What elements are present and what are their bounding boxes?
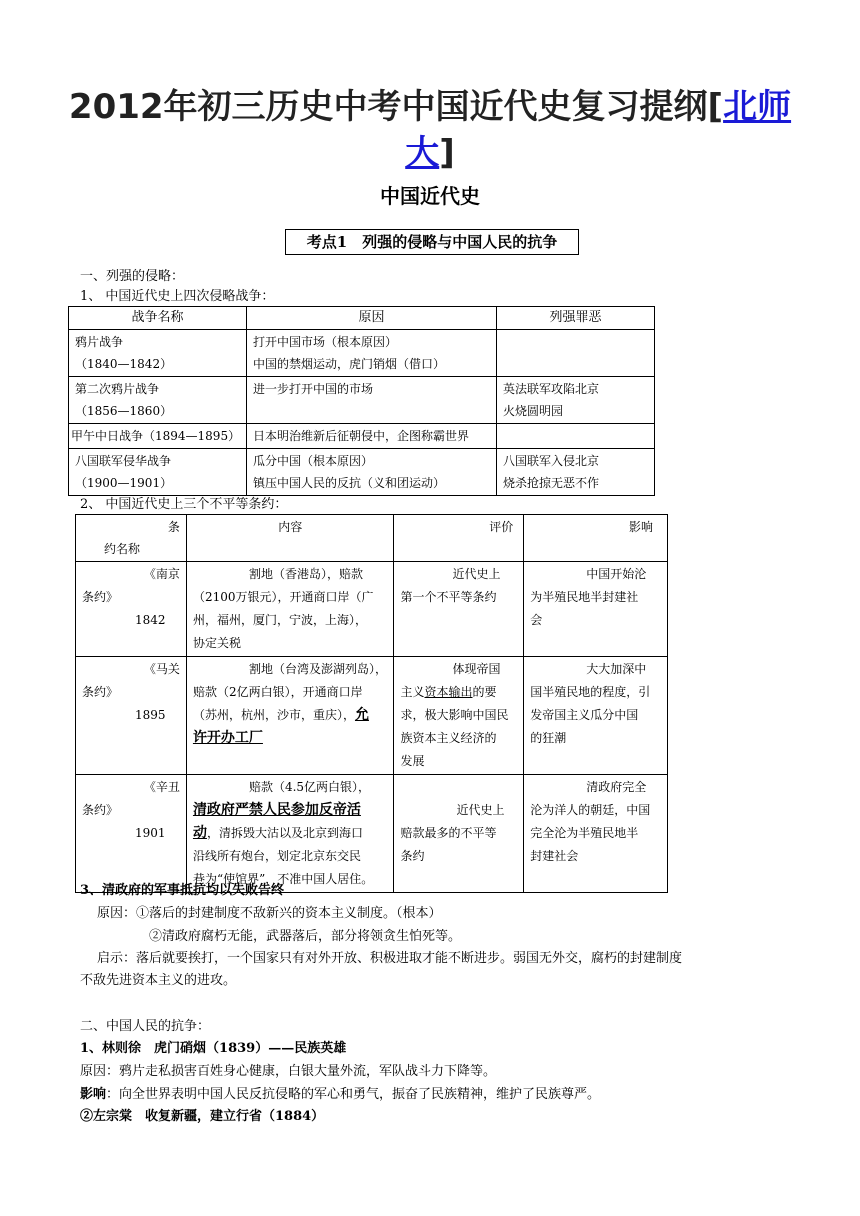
- war-crime-line: 八国联军入侵北京: [503, 454, 600, 468]
- content-line: ，清拆毁大沽以及北京到海口: [206, 826, 363, 840]
- table-header-row: [76, 515, 668, 562]
- military-heading: 3、清政府的军事抵抗均以失败告终: [80, 883, 285, 898]
- treaty-content: [186, 657, 394, 775]
- content-line: 割地（台湾及澎湖列岛），: [248, 662, 387, 676]
- war-name: [69, 377, 247, 424]
- content-line: 赔款（2亿两白银），开通商口岸: [192, 685, 363, 699]
- impact-line: 国半殖民地的程度，引: [530, 685, 651, 699]
- eval-line: 条约: [400, 849, 425, 863]
- war-years: （1840—1842）: [75, 357, 173, 371]
- treaty-name-line: 《辛丑: [143, 780, 180, 794]
- eval-line: 体现帝国: [452, 662, 501, 676]
- impact-line: 为半殖民地半封建社: [530, 590, 639, 604]
- content-emphasis: 许开办工厂: [192, 730, 263, 746]
- zuo-heading: ②左宗棠 收复新疆，建立行省（1884）: [80, 1109, 325, 1124]
- war-years: （1900—1901）: [75, 476, 173, 490]
- war-cause-line: 打开中国市场（根本原因）: [253, 335, 398, 349]
- content-line: 赔款（4.5亿两白银），: [248, 780, 371, 794]
- table-row: [69, 330, 655, 377]
- table-row: [76, 775, 668, 893]
- war-name: [69, 449, 247, 496]
- table-header-row: [69, 307, 655, 330]
- reason-line: ②清政府腐朽无能，武器落后，部分将领贪生怕死等。: [149, 929, 462, 944]
- lin-reason: 原因：鸦片走私损害百姓身心健康，白银大量外流，军队战斗力下降等。: [80, 1064, 497, 1079]
- table-row: [69, 424, 655, 449]
- treaty-impact: [524, 562, 668, 657]
- war-crime-line: 英法联军攻陷北京: [503, 382, 600, 396]
- treaty-content: [186, 775, 394, 893]
- section1-heading: 一、列强的侵略：: [80, 269, 185, 284]
- kaodian-heading: 考点1 列强的侵略与中国人民的抗争: [285, 229, 579, 255]
- treaty-name: [76, 562, 187, 657]
- content-line: （2100万银元），开通商口岸（广: [192, 590, 374, 604]
- war-crime-line: 烧杀抢掠无恶不作: [503, 476, 600, 490]
- table-header: 评价: [394, 515, 524, 562]
- war-name-line: 第二次鸦片战争: [75, 382, 160, 396]
- treaty-name: [76, 775, 187, 893]
- war-crime: [497, 424, 655, 449]
- war-cause: [247, 424, 497, 449]
- title-link[interactable]: 北师大: [405, 87, 792, 173]
- war-years: （1856—1860）: [75, 404, 173, 418]
- content-emphasis: 清政府严禁人民参加反帝活: [192, 802, 361, 818]
- eval-line: 主义: [400, 685, 425, 699]
- section2-heading: 二、中国人民的抗争：: [80, 1019, 211, 1034]
- treaty-year: 1901: [135, 826, 166, 840]
- treaty-name: [76, 657, 187, 775]
- insight-line: 不敌先进资本主义的进攻。: [80, 973, 237, 988]
- table-header: 内容: [186, 515, 394, 562]
- table-row: [69, 449, 655, 496]
- treaty-eval: [394, 775, 524, 893]
- reason-line: 原因：①落后的封建制度不敌新兴的资本主义制度。（根本）: [97, 906, 442, 921]
- impact-line: 清政府完全: [586, 780, 647, 794]
- treaties-heading: 2、 中国近代史上三个不平等条约：: [80, 497, 288, 512]
- impact-line: 完全沦为半殖民地半: [530, 826, 639, 840]
- eval-line: 近代史上: [452, 567, 501, 581]
- title-close: ]: [439, 133, 455, 173]
- war-cause: [247, 449, 497, 496]
- table-header: 列强罪恶: [497, 307, 655, 330]
- content-emphasis: 动: [192, 825, 207, 841]
- wars-table: [68, 306, 655, 496]
- war-name-line: 八国联军侵华战争: [75, 454, 172, 468]
- content-line: 割地（香港岛），赔款: [248, 567, 363, 581]
- table-header: 战争名称: [69, 307, 247, 330]
- war-name-line: 甲午中日战争（1894—1895）: [71, 429, 241, 443]
- table-header: 影响: [524, 515, 668, 562]
- eval-line: 发展: [400, 754, 425, 768]
- eval-line: 第一个不平等条约: [400, 590, 497, 604]
- content-line: 巷为“使馆界”，不准中国人居住。: [192, 872, 374, 886]
- table-header: [76, 515, 187, 562]
- war-cause-line: 瓜分中国（根本原因）: [253, 454, 374, 468]
- lin-impact: [80, 1086, 600, 1104]
- impact-line: 大大加深中: [586, 662, 647, 676]
- eval-line: 求，极大影响中国民: [400, 708, 509, 722]
- content-line: 沿线所有炮台，划定北京东交民: [192, 849, 361, 863]
- impact-line: 封建社会: [530, 849, 579, 863]
- treaty-impact: [524, 775, 668, 893]
- header-top: 条: [167, 520, 180, 534]
- eval-line: 近代史上: [456, 803, 505, 817]
- treaty-content: [186, 562, 394, 657]
- impact-line: 发帝国主义瓜分中国: [530, 708, 639, 722]
- treaty-year: 1842: [135, 613, 166, 627]
- insight-line: 启示：落后就要挨打，一个国家只有对外开放、积极进取才能不断进步。弱国无外交，腐朽的封建制度: [97, 951, 683, 966]
- table-header: 原因: [247, 307, 497, 330]
- treaty-year: 1895: [135, 708, 166, 722]
- eval-line: 族资本主义经济的: [400, 731, 497, 745]
- table-row: [76, 657, 668, 775]
- document-title: [60, 84, 800, 176]
- content-line: （苏州，杭州，沙市，重庆），: [192, 708, 355, 722]
- war-crime: [497, 377, 655, 424]
- war-cause-line: 中国的禁烟运动，虎门销烟（借口）: [253, 357, 446, 371]
- treaty-name-line: 条约》: [82, 590, 119, 604]
- treaty-name-line: 《南京: [143, 567, 180, 581]
- table-row: [69, 377, 655, 424]
- impact-line: 会: [530, 613, 543, 627]
- lin-impact-label: 影响: [80, 1087, 107, 1102]
- war-cause: [247, 377, 497, 424]
- treaty-name-line: 条约》: [82, 803, 119, 817]
- war-crime: [497, 449, 655, 496]
- eval-line: 的要: [472, 685, 497, 699]
- lin-heading: 1、林则徐 虎门硝烟（1839）——民族英雄: [80, 1041, 347, 1056]
- impact-line: 的狂潮: [530, 731, 567, 745]
- table-row: [76, 562, 668, 657]
- wars-heading: 1、 中国近代史上四次侵略战争：: [80, 289, 275, 304]
- subtitle: 中国近代史: [380, 184, 480, 208]
- treaty-name-line: 《马关: [143, 662, 180, 676]
- title-text: 2012年初三历史中考中国近代史复习提纲[: [68, 87, 724, 127]
- war-crime-line: 火烧圆明园: [503, 404, 564, 418]
- war-cause-line: 日本明治维新后征朝侵中，企图称霸世界: [253, 429, 470, 443]
- treaty-eval: [394, 657, 524, 775]
- eval-emphasis: 资本输出: [424, 685, 473, 699]
- war-cause-line: 镇压中国人民的反抗（义和团运动）: [253, 476, 446, 490]
- lin-impact-text: ：向全世界表明中国人民反抗侵略的军心和勇气，振奋了民族精神，维护了民族尊严。: [106, 1087, 601, 1102]
- content-emphasis: 允: [354, 707, 369, 723]
- treaty-table: [75, 514, 668, 893]
- content-line: 州，福州，厦门，宁波，上海），: [192, 613, 367, 627]
- eval-line: 赔款最多的不平等: [400, 826, 497, 840]
- treaty-name-line: 条约》: [82, 685, 119, 699]
- war-name: [69, 424, 247, 449]
- header-bottom: 约名称: [104, 542, 141, 556]
- war-crime: [497, 330, 655, 377]
- impact-line: 中国开始沦: [586, 567, 647, 581]
- treaty-eval: [394, 562, 524, 657]
- content-line: 协定关税: [192, 636, 241, 650]
- impact-line: 沦为洋人的朝廷，中国: [530, 803, 651, 817]
- war-cause: [247, 330, 497, 377]
- treaty-impact: [524, 657, 668, 775]
- war-cause-line: 进一步打开中国的市场: [253, 382, 374, 396]
- war-name: [69, 330, 247, 377]
- war-name-line: 鸦片战争: [75, 335, 124, 349]
